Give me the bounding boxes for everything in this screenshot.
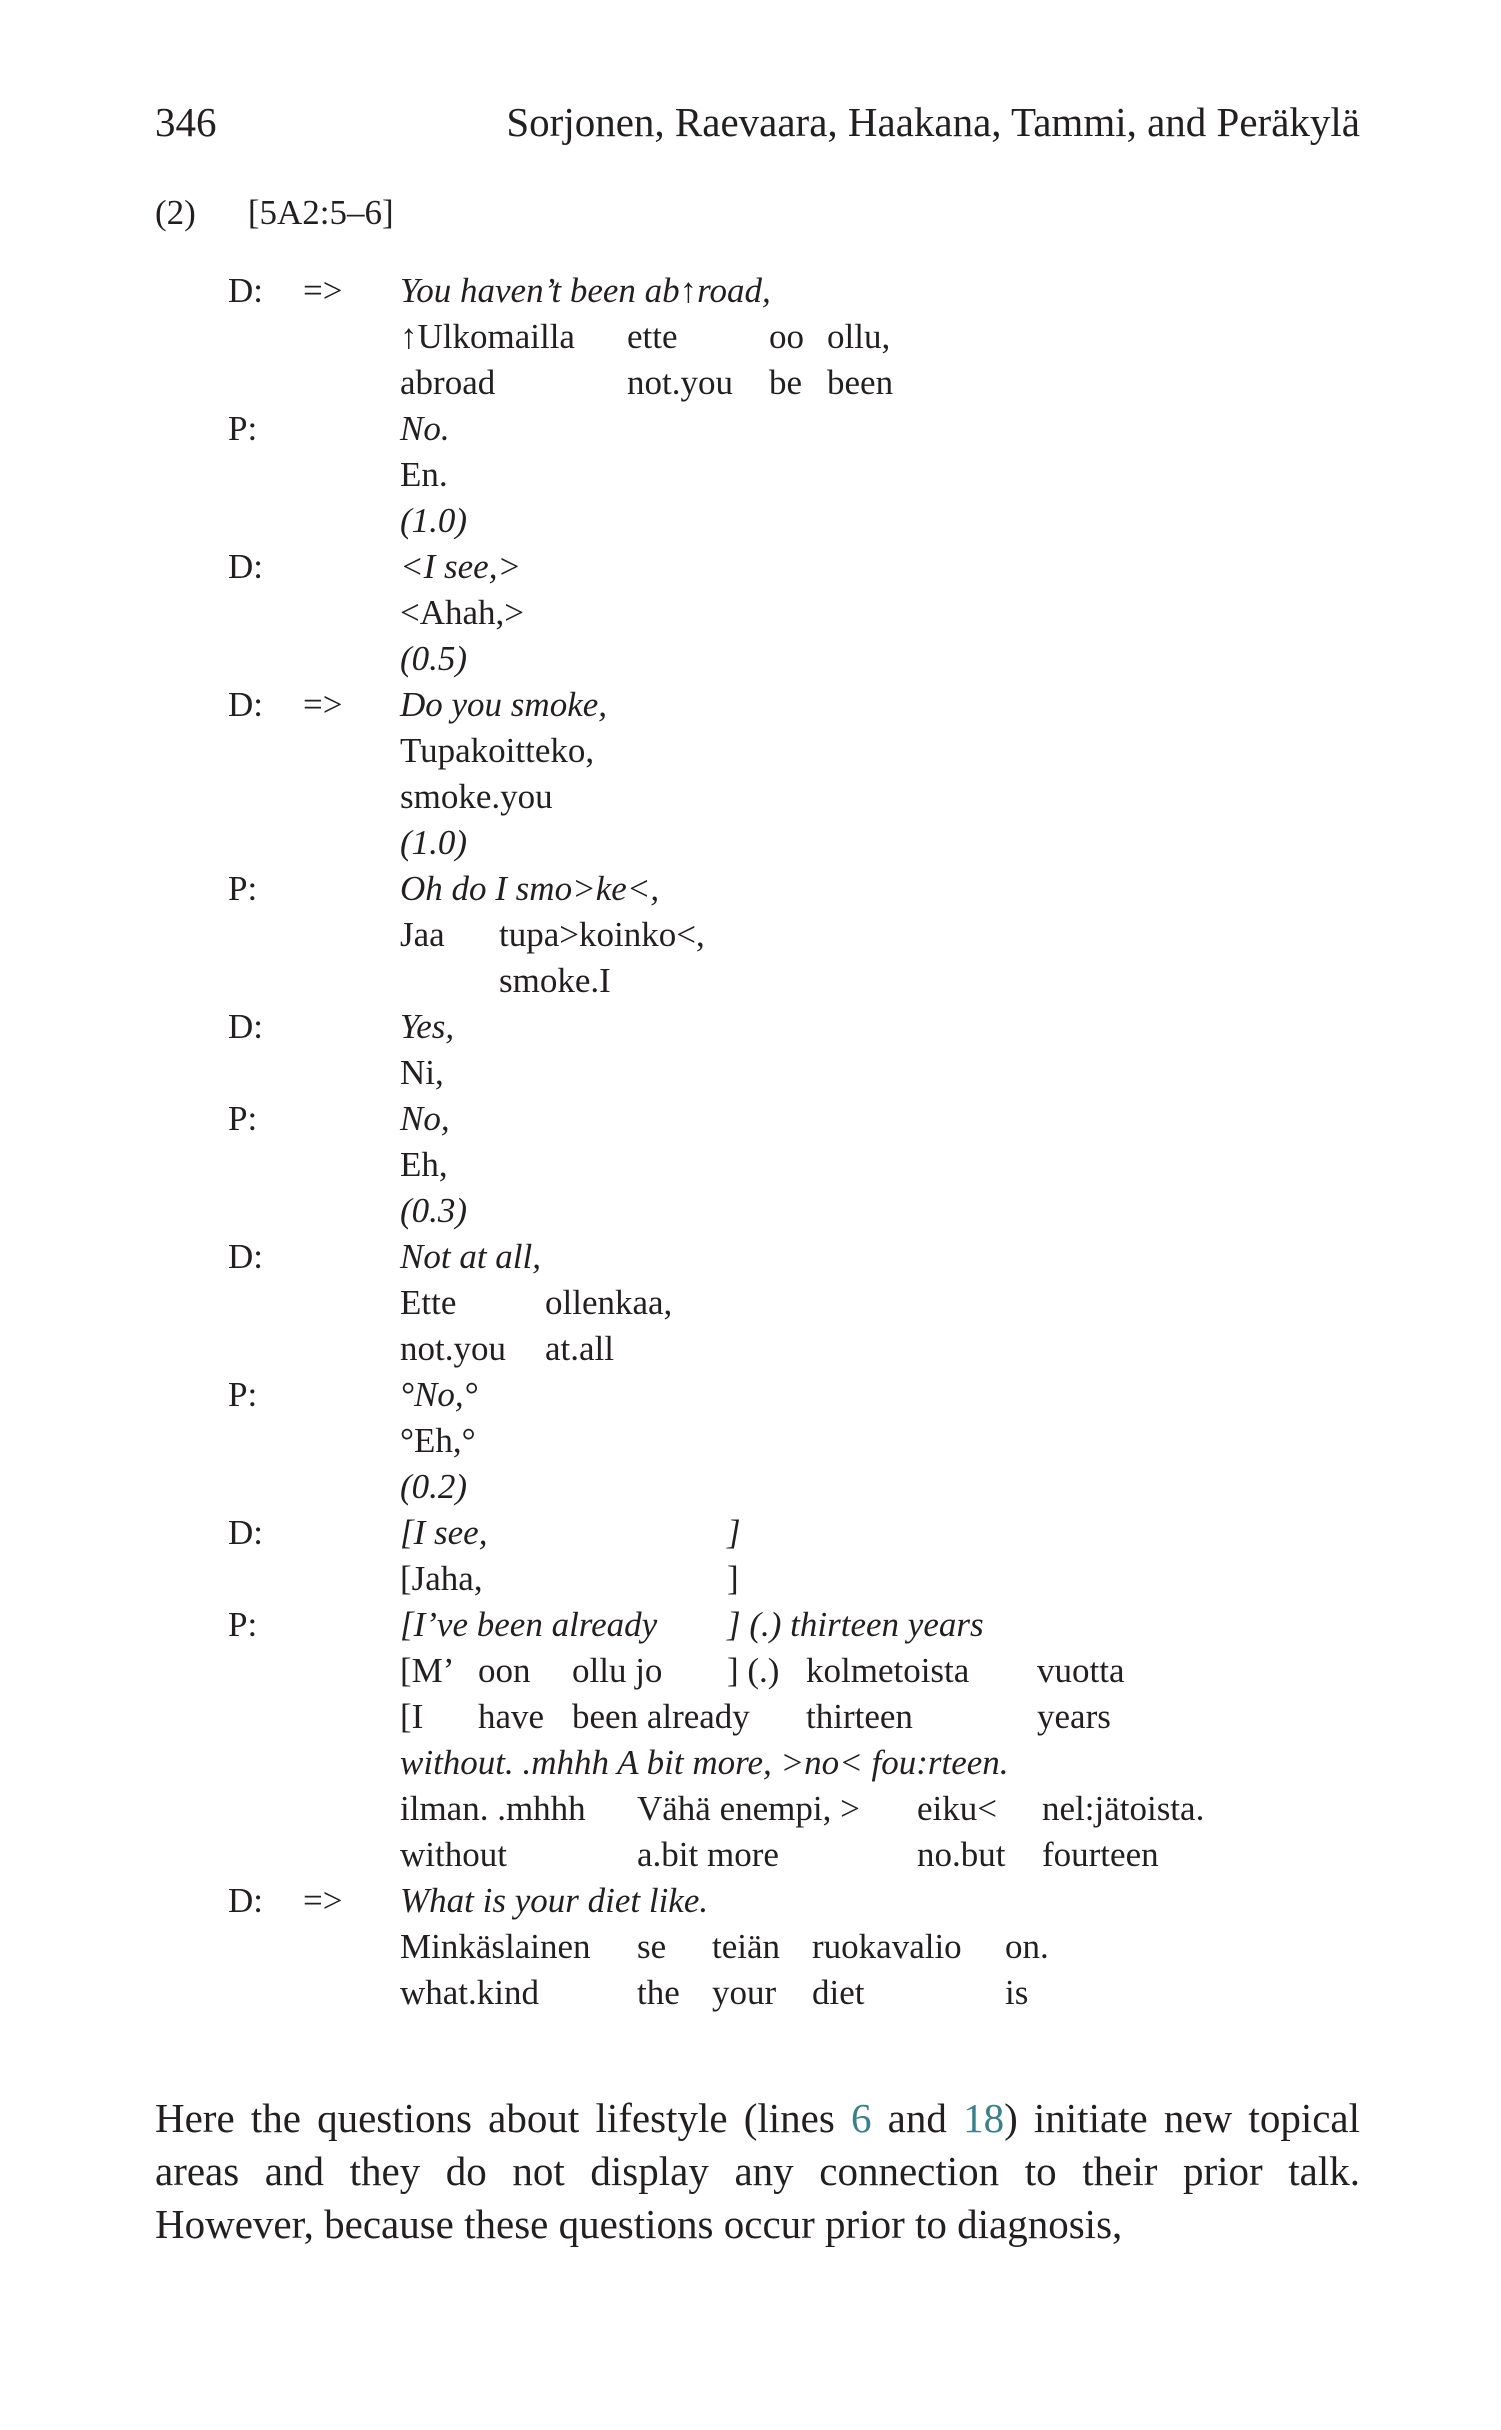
finnish-word: se <box>637 1927 667 1966</box>
gloss-word: abroad <box>400 363 496 402</box>
gloss-word: without <box>400 1835 507 1874</box>
pause: (1.0) <box>400 501 468 540</box>
pause: (0.3) <box>400 1191 468 1230</box>
body-text-segment: ) initiate new topical areas and they do not display any connection to their prior talk. However, because these questions occur prior to diagnosis, <box>155 2095 1360 2247</box>
gloss-word: is <box>1005 1973 1029 2012</box>
overlap-bracket: ] <box>727 1513 741 1552</box>
finnish-word: En. <box>400 455 448 494</box>
speaker: P: <box>228 1605 258 1644</box>
speaker: P: <box>228 1375 258 1414</box>
gloss-word: [I <box>400 1697 424 1736</box>
finnish-word: ollu, <box>827 317 891 356</box>
finnish-word: <Ahah,> <box>400 593 525 632</box>
finnish-word: ette <box>627 317 678 356</box>
speaker: D: <box>228 1007 263 1046</box>
gloss-word: thirteen <box>806 1697 913 1736</box>
finnish-word: ] (.) <box>727 1651 780 1690</box>
finnish-word: [Jaha, <box>400 1559 483 1598</box>
gloss-word: no.but <box>917 1835 1006 1874</box>
finnish-word: ruokavalio <box>812 1927 962 1966</box>
pause: (0.2) <box>400 1467 468 1506</box>
english-translation: Oh do I smo>ke<, <box>400 869 660 908</box>
gloss-word: what.kind <box>400 1973 540 2012</box>
example-number: (2) <box>155 193 196 232</box>
gloss-word: smoke.I <box>499 961 611 1000</box>
body-text-segment: Here the questions about lifestyle (lines <box>155 2095 851 2141</box>
english-segment: [I see, <box>400 1513 488 1552</box>
page-number: 346 <box>155 99 217 145</box>
finnish-word: eiku< <box>917 1789 997 1828</box>
gloss-word: smoke.you <box>400 777 553 816</box>
target-arrow: => <box>303 685 343 724</box>
line-reference-link[interactable]: 6 <box>850 2095 872 2141</box>
body-text-segment: and <box>871 2095 964 2141</box>
finnish-word: Tupakoitteko, <box>400 731 595 770</box>
speaker: P: <box>228 1099 258 1138</box>
english-translation: Not at all, <box>400 1237 541 1276</box>
gloss-word: fourteen <box>1042 1835 1159 1874</box>
finnish-word: tupa>koinko<, <box>499 915 705 954</box>
finnish-word: Ette <box>400 1283 457 1322</box>
speaker: D: <box>228 547 263 586</box>
english-translation: You haven’t been ab↑road, <box>400 271 771 310</box>
english-translation: Do you smoke, <box>400 685 608 724</box>
gloss-word: diet <box>812 1973 865 2012</box>
finnish-word: nel:jätoista. <box>1042 1789 1205 1828</box>
speaker: P: <box>228 409 258 448</box>
english-translation: °No,° <box>400 1375 478 1414</box>
speaker: D: <box>228 1881 263 1920</box>
finnish-word: ollenkaa, <box>545 1283 673 1322</box>
gloss-word: not.you <box>400 1329 506 1368</box>
gloss-word: be <box>769 363 803 402</box>
finnish-word: ilman. .mhhh <box>400 1789 586 1828</box>
english-translation: No. <box>400 409 450 448</box>
line-reference-link[interactable]: 18 <box>963 2095 1005 2141</box>
running-head: Sorjonen, Raevaara, Haakana, Tammi, and Peräkylä <box>506 99 1360 145</box>
gloss-word: have <box>478 1697 545 1736</box>
finnish-word: kolmetoista <box>806 1651 970 1690</box>
english-translation: <I see,> <box>400 547 522 586</box>
finnish-word: Jaa <box>400 915 445 954</box>
finnish-word: Ni, <box>400 1053 444 1092</box>
finnish-word: [M’ <box>400 1651 455 1690</box>
finnish-word: oon <box>478 1651 531 1690</box>
finnish-word: oo <box>769 317 804 356</box>
english-segment: ] (.) thirteen years <box>727 1605 984 1644</box>
gloss-word: been already <box>572 1697 750 1736</box>
gloss-word: your <box>712 1973 777 2012</box>
finnish-word: teiän <box>712 1927 781 1966</box>
body-paragraph <box>155 2092 1360 2251</box>
gloss-word: been <box>827 363 894 402</box>
finnish-word: Eh, <box>400 1145 448 1184</box>
finnish-word: Vähä enempi, > <box>637 1789 860 1828</box>
gloss-word: a.bit more <box>637 1835 779 1874</box>
english-segment: [I’ve been already <box>400 1605 658 1644</box>
gloss-word: at.all <box>545 1329 614 1368</box>
finnish-word: vuotta <box>1037 1651 1125 1690</box>
target-arrow: => <box>303 271 343 310</box>
english-translation: Yes, <box>400 1007 455 1046</box>
finnish-word: ↑Ulkomailla <box>400 317 575 356</box>
finnish-word: Minkäslainen <box>400 1927 591 1966</box>
speaker: D: <box>228 685 263 724</box>
page-header <box>155 98 1360 158</box>
speaker: P: <box>228 869 258 908</box>
english-translation: No, <box>400 1099 450 1138</box>
example-id: [5A2:5–6] <box>247 193 394 232</box>
speaker: D: <box>228 1513 263 1552</box>
english-translation: without. .mhhh A bit more, >no< fou:rteen. <box>400 1743 1009 1782</box>
gloss-word: years <box>1037 1697 1111 1736</box>
english-translation: What is your diet like. <box>400 1881 709 1920</box>
example-label <box>155 193 394 233</box>
overlap-bracket: ] <box>727 1559 739 1598</box>
speaker: D: <box>228 271 263 310</box>
finnish-word: °Eh,° <box>400 1421 476 1460</box>
target-arrow: => <box>303 1881 343 1920</box>
pause: (1.0) <box>400 823 468 862</box>
finnish-word: ollu jo <box>572 1651 663 1690</box>
gloss-word: not.you <box>627 363 733 402</box>
finnish-word: on. <box>1005 1927 1049 1966</box>
pause: (0.5) <box>400 639 468 678</box>
speaker: D: <box>228 1237 263 1276</box>
gloss-word: the <box>637 1973 680 2012</box>
